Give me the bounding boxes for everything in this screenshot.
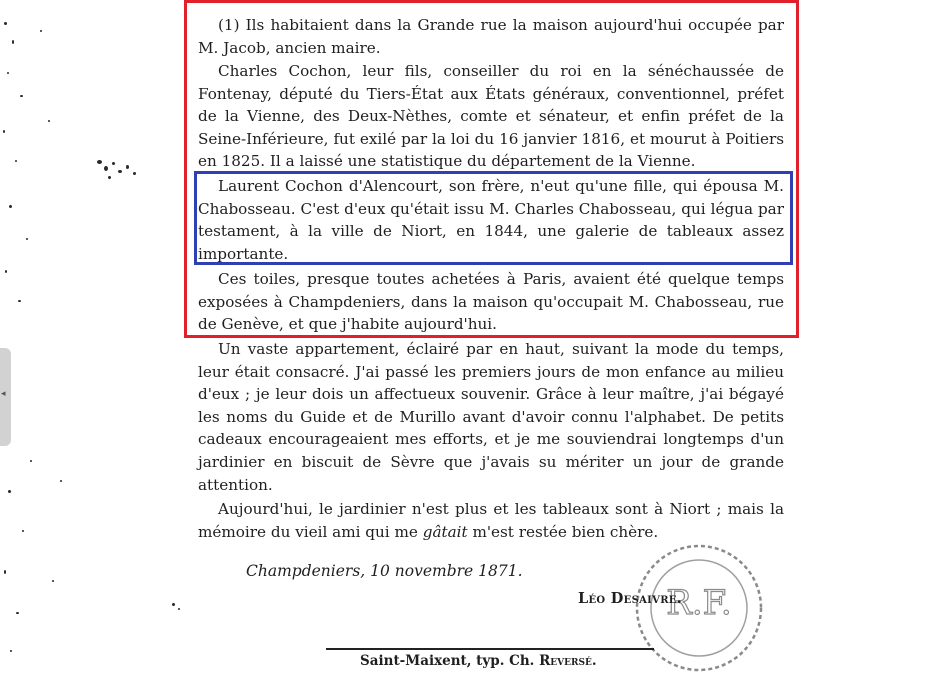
highlight-box-red [184,0,799,338]
paragraph-ces-toiles: Ces toiles, presque toutes achetées à Paris, avaient été quelque temps exposées à Champdeniers, dans la maison qu'occupait M. Chabosseau, rue de Genève, et que j'habite aujourd'hui. [198,270,784,334]
italic-word: gâtait [422,522,468,541]
paragraph-charles-cochon: Charles Cochon, leur fils, conseiller du roi en la sénéchaussée de Fontenay, député du Tiers-État aux États généraux, conventionnel, préfet de la Vienne, des Deux-Nèthes, comte et sénateur, et enfin préfet de la Seine-Inférieure, fut exilé par la loi du 16 janvier 1816, et mourut à Poitiers en 1825. Il a laissé une statistique du département de la Vienne. [198,62,784,171]
divider-rule [326,648,654,650]
dateline: Champdeniers, 10 novembre 1871. [246,562,523,580]
paragraph-laurent-cochon: Laurent Cochon d'Alencourt, son frère, n'eut qu'une fille, qui épousa M. Chabosseau. C'est d'eux qu'était issu M. Charles Chabosseau, qui légua par testament, à la ville de Niort, en 1844, une galerie de tableaux assez importante. [198,177,784,263]
signature: Léo Desaivre. [578,590,683,607]
printer-name: Reversé. [539,653,597,669]
chevron-left-icon: ◂ [1,389,6,399]
side-panel-toggle[interactable] [0,348,11,446]
paragraph-aujourdhui-text: Aujourd'hui, le jardinier n'est plus et les tableaux sont à Niort ; mais la mémoire du vieil ami qui me [198,500,784,541]
paragraph-vaste-appartement: Un vaste appartement, éclairé par en haut, suivant la mode du temps, leur était consacré. J'ai passé les premiers jours de mon enfance au milieu d'eux ; je leur dois un affectueux souvenir. Grâce à leur maître, j'ai bégayé les noms du Guide et de Murillo avant d'avoir connu l'alphabet. De petits cadeaux encourageaient mes efforts, et je me souviendrai longtemps d'un jardinier en biscuit de Sèvre que j'avais su mériter un jour de grande attention. [198,340,784,494]
highlight-box-blue [194,171,793,265]
printer-line [360,653,597,669]
footnote-paragraph-1: (1) Ils habitaient dans la Grande rue la maison aujourd'hui occupée par M. Jacob, ancien maire. [198,16,784,57]
printer-prefix: Saint-Maixent, typ. Ch. [360,653,535,669]
paragraph-aujourdhui-end: m'est restée bien chère. [467,522,659,541]
stamp-text: R.F. [666,583,732,623]
